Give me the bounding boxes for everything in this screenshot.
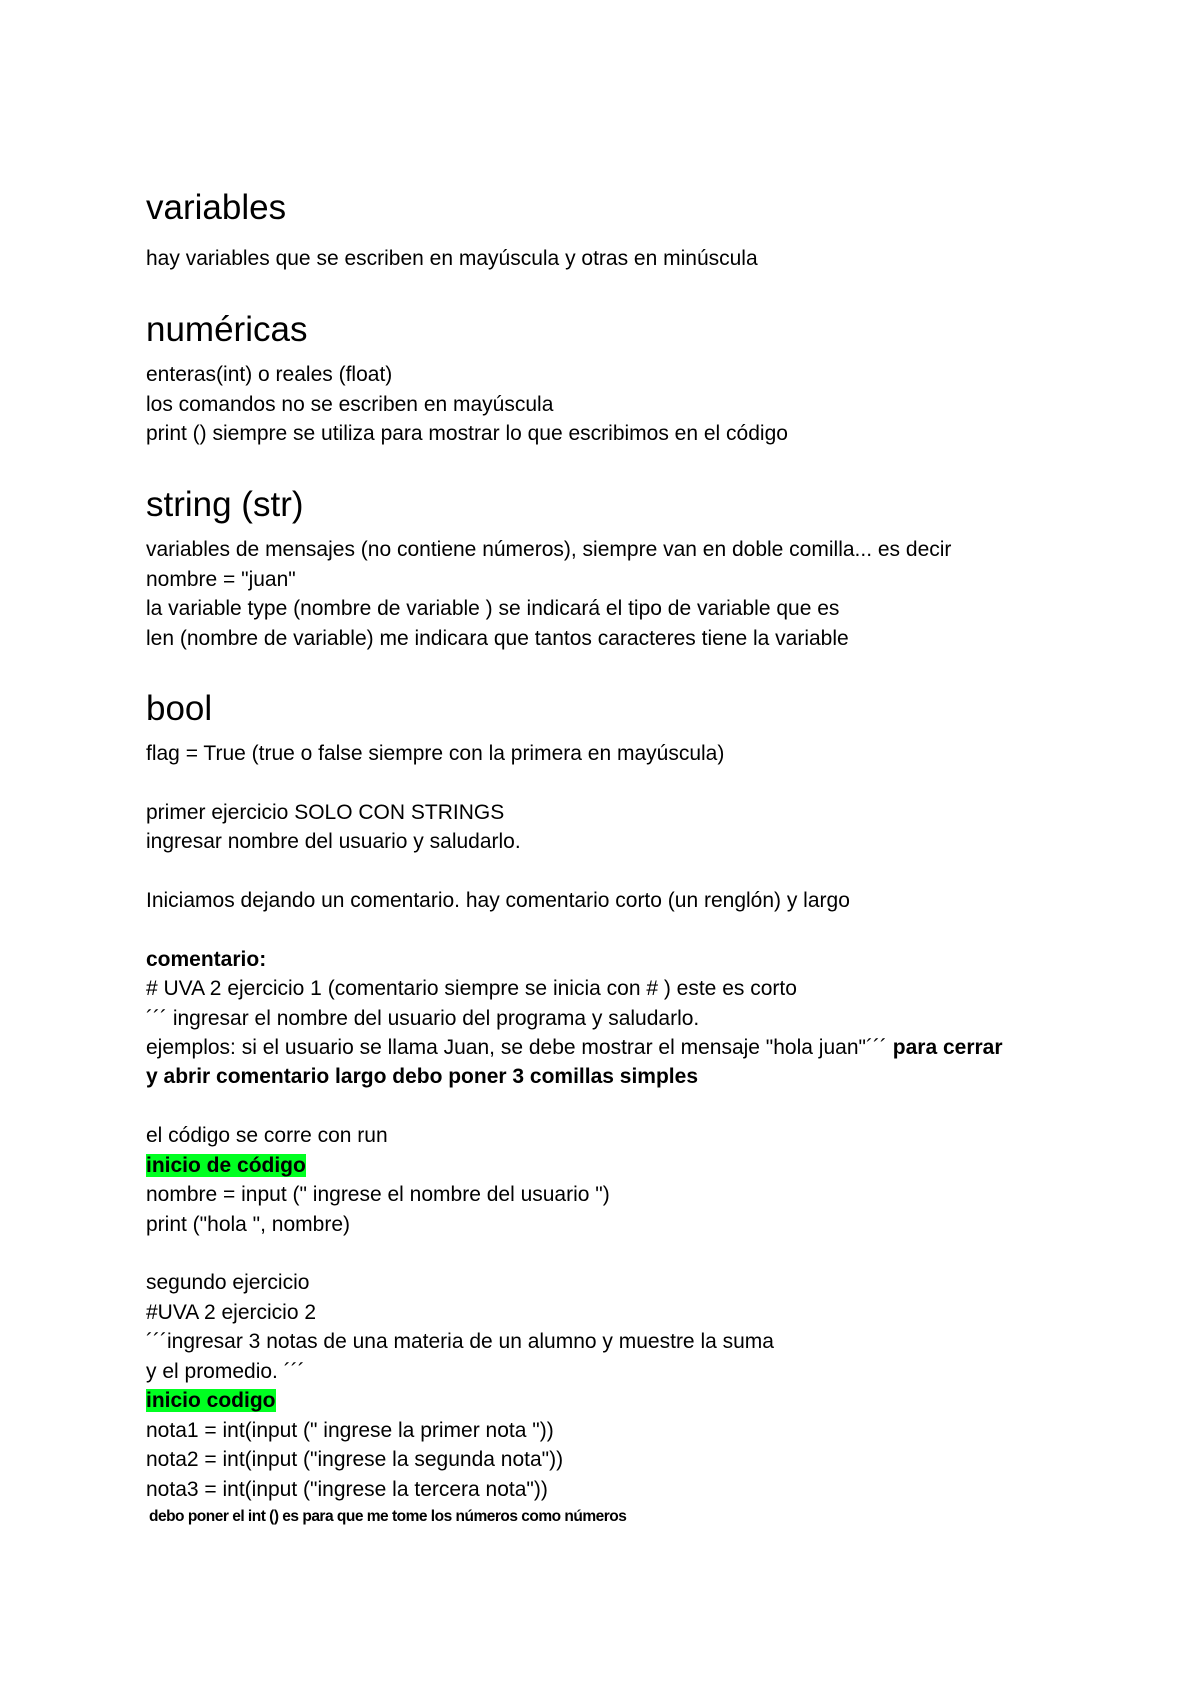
comentario-line-3-bold: para cerrar [892, 1036, 1003, 1059]
ejercicio2-note: debo poner el int () es para que me tome los números como números [149, 1508, 627, 1525]
code2-line-2: nota2 = int(input ("ingrese la segunda nota")) [146, 1448, 564, 1471]
string-line-4: len (nombre de variable) me indicara que tantos caracteres tiene la variable [146, 627, 849, 650]
ejercicio1-intro: Iniciamos dejando un comentario. hay comentario corto (un renglón) y largo [146, 889, 850, 912]
code1-line-2: print ("hola ", nombre) [146, 1213, 350, 1236]
code-label-2-highlight: inicio codigo [146, 1389, 276, 1412]
variables-line-1: hay variables que se escriben en mayúscula y otras en minúscula [146, 247, 758, 270]
code2-line-1: nota1 = int(input (" ingrese la primer nota ")) [146, 1419, 554, 1442]
heading-variables: variables [146, 188, 287, 227]
heading-bool: bool [146, 689, 213, 728]
comentario-line-2: ´´´ ingresar el nombre del usuario del programa y saludarlo. [146, 1007, 700, 1030]
ejercicio1-desc: ingresar nombre del usuario y saludarlo. [146, 830, 521, 853]
string-line-1: variables de mensajes (no contiene números), siempre van en doble comilla... es decir [146, 538, 952, 561]
numericas-line-1: enteras(int) o reales (float) [146, 363, 393, 386]
ejercicio2-comment-3: y el promedio. ´´´ [146, 1360, 305, 1383]
code-label-1-highlight: inicio de código [146, 1154, 306, 1177]
code1-line-1: nombre = input (" ingrese el nombre del usuario ") [146, 1183, 610, 1206]
string-line-2: nombre = "juan" [146, 568, 296, 591]
heading-string: string (str) [146, 485, 304, 524]
numericas-line-3: print () siempre se utiliza para mostrar lo que escribimos en el código [146, 422, 788, 445]
ejercicio1-title: primer ejercicio SOLO CON STRINGS [146, 801, 505, 824]
comentario-label: comentario: [146, 948, 267, 971]
comentario-line-4: y abrir comentario largo debo poner 3 comillas simples [146, 1065, 698, 1088]
ejercicio2-comment-2: ´´´ingresar 3 notas de una materia de un alumno y muestre la suma [146, 1330, 774, 1353]
comentario-line-3 [146, 1035, 1003, 1061]
string-line-3: la variable type (nombre de variable ) se indicará el tipo de variable que es [146, 597, 840, 620]
bool-line-1: flag = True (true o false siempre con la primera en mayúscula) [146, 742, 725, 765]
code-label-2 [146, 1388, 276, 1414]
numericas-line-2: los comandos no se escriben en mayúscula [146, 393, 554, 416]
code-label-1 [146, 1153, 306, 1179]
heading-numericas: numéricas [146, 310, 308, 349]
comentario-line-1: # UVA 2 ejercicio 1 (comentario siempre se inicia con # ) este es corto [146, 977, 797, 1000]
ejercicio2-title: segundo ejercicio [146, 1271, 310, 1294]
code2-line-3: nota3 = int(input ("ingrese la tercera nota")) [146, 1478, 548, 1501]
ejercicio2-comment-1: #UVA 2 ejercicio 2 [146, 1301, 317, 1324]
run-note: el código se corre con run [146, 1124, 388, 1147]
comentario-line-3-text: ejemplos: si el usuario se llama Juan, se debe mostrar el mensaje "hola juan"´´´ [146, 1036, 893, 1059]
